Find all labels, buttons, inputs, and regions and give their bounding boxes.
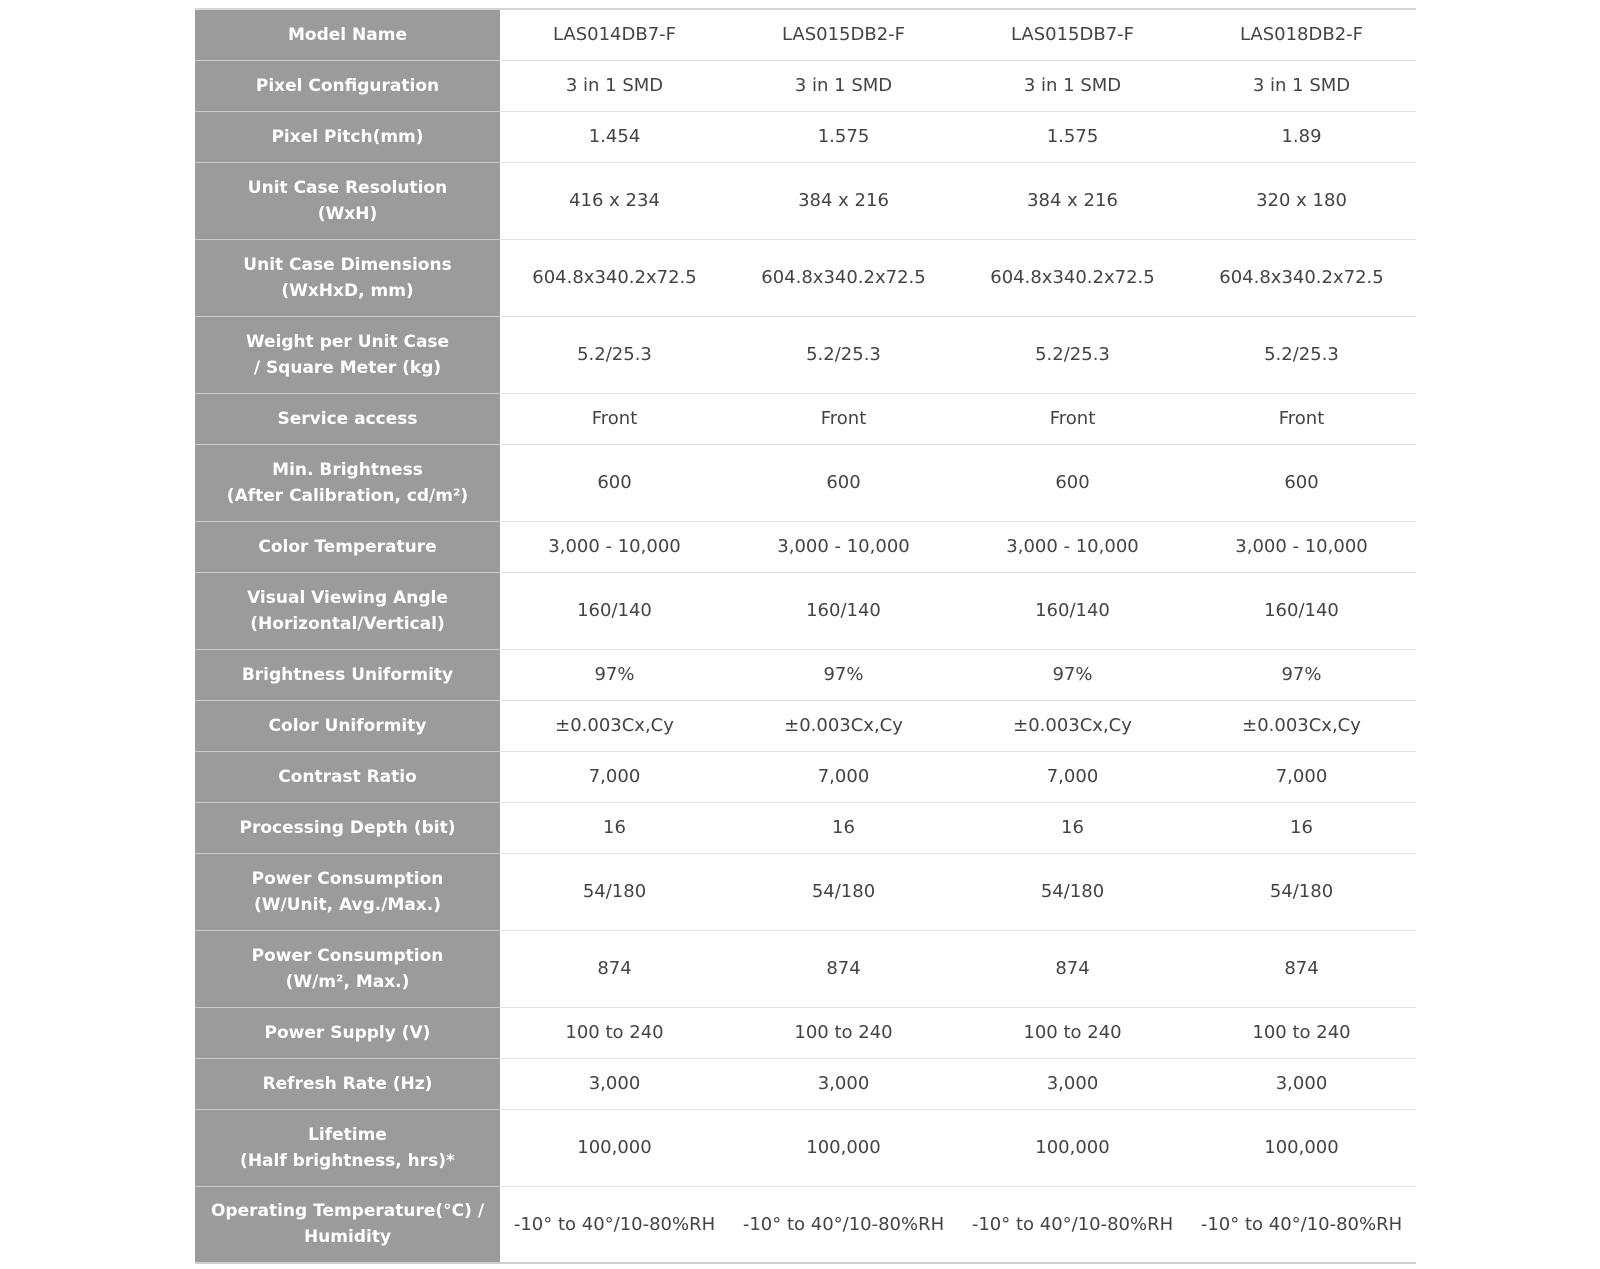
table-cell: ±0.003Cx,Cy	[1187, 700, 1416, 751]
table-cell: -10° to 40°/10-80%RH	[742, 1213, 945, 1235]
row-label: Refresh Rate (Hz)	[195, 1058, 500, 1109]
table-cell: 5.2/25.3	[1187, 316, 1416, 393]
table-cell: ±0.003Cx,Cy	[729, 700, 958, 751]
table-row	[195, 521, 1416, 572]
table-cell: 97%	[1187, 649, 1416, 700]
table-cell: 16	[729, 802, 958, 853]
table-row	[195, 649, 1416, 700]
table-cell: LAS018DB2-F	[1187, 9, 1416, 60]
table-cell: 160/140	[1187, 572, 1416, 649]
table-cell: -10° to 40°/10-80%RH	[513, 1213, 716, 1235]
table-cell: 604.8x340.2x72.5	[729, 239, 958, 316]
table-cell: 7,000	[500, 751, 729, 802]
table-row	[195, 751, 1416, 802]
table-cell: 97%	[729, 649, 958, 700]
table-cell: 160/140	[500, 572, 729, 649]
row-label: Contrast Ratio	[195, 751, 500, 802]
table-cell: 3 in 1 SMD	[729, 60, 958, 111]
table-row	[195, 700, 1416, 751]
table-cell: 3,000 - 10,000	[500, 521, 729, 572]
table-cell: 3 in 1 SMD	[500, 60, 729, 111]
table-row	[195, 853, 1416, 930]
row-label: Lifetime (Half brightness, hrs)*	[195, 1109, 500, 1186]
table-row	[195, 930, 1416, 1007]
row-label: Processing Depth (bit)	[195, 802, 500, 853]
table-cell: 97%	[500, 649, 729, 700]
row-label: Color Temperature	[195, 521, 500, 572]
table-cell: 160/140	[958, 572, 1187, 649]
row-label: Service access	[195, 393, 500, 444]
table-cell: 16	[500, 802, 729, 853]
row-label: Brightness Uniformity	[195, 649, 500, 700]
row-label: Pixel Configuration	[195, 60, 500, 111]
table-cell: ±0.003Cx,Cy	[958, 700, 1187, 751]
table-cell: 7,000	[958, 751, 1187, 802]
table-cell: 874	[958, 930, 1187, 1007]
table-cell: 604.8x340.2x72.5	[958, 239, 1187, 316]
row-label: Operating Temperature(°C) / Humidity	[195, 1186, 500, 1263]
table-row	[195, 1109, 1416, 1186]
table-cell: Front	[1187, 393, 1416, 444]
table-cell: 416 x 234	[500, 162, 729, 239]
table-cell: 7,000	[729, 751, 958, 802]
spec-table	[195, 8, 1416, 1264]
table-cell: 3,000 - 10,000	[729, 521, 958, 572]
table-cell: 1.89	[1187, 111, 1416, 162]
table-row	[195, 393, 1416, 444]
table-row	[195, 572, 1416, 649]
table-cell: 1.454	[500, 111, 729, 162]
table-cell: 3,000 - 10,000	[958, 521, 1187, 572]
table-row	[195, 9, 1416, 60]
table-cell: LAS015DB2-F	[729, 9, 958, 60]
row-label: Power Supply (V)	[195, 1007, 500, 1058]
table-cell: 600	[1187, 444, 1416, 521]
row-label: Visual Viewing Angle (Horizontal/Vertical)	[195, 572, 500, 649]
table-cell: 604.8x340.2x72.5	[500, 239, 729, 316]
row-label: Model Name	[195, 9, 500, 60]
table-cell: 874	[500, 930, 729, 1007]
table-row	[195, 239, 1416, 316]
table-cell: 3,000	[1187, 1058, 1416, 1109]
table-cell: 100 to 240	[1187, 1007, 1416, 1058]
row-label: Color Uniformity	[195, 700, 500, 751]
table-cell: Front	[729, 393, 958, 444]
table-cell: 100 to 240	[958, 1007, 1187, 1058]
table-cell: 100,000	[500, 1109, 729, 1186]
table-cell: LAS015DB7-F	[958, 9, 1187, 60]
table-cell: 5.2/25.3	[958, 316, 1187, 393]
table-cell: 54/180	[500, 853, 729, 930]
row-label: Weight per Unit Case / Square Meter (kg)	[195, 316, 500, 393]
table-cell: 54/180	[958, 853, 1187, 930]
table-row	[195, 802, 1416, 853]
table-cell: 100,000	[958, 1109, 1187, 1186]
table-cell: 604.8x340.2x72.5	[1187, 239, 1416, 316]
table-cell: LAS014DB7-F	[500, 9, 729, 60]
table-cell: 100,000	[729, 1109, 958, 1186]
row-label: Unit Case Resolution (WxH)	[195, 162, 500, 239]
table-cell: 874	[729, 930, 958, 1007]
table-cell: ±0.003Cx,Cy	[500, 700, 729, 751]
table-cell: -10° to 40°/10-80%RH	[971, 1213, 1174, 1235]
table-row	[195, 111, 1416, 162]
table-row	[195, 1007, 1416, 1058]
table-cell: 54/180	[729, 853, 958, 930]
table-row	[195, 1058, 1416, 1109]
table-cell: 600	[958, 444, 1187, 521]
table-cell: 3,000	[958, 1058, 1187, 1109]
table-cell: 100 to 240	[729, 1007, 958, 1058]
table-cell: 7,000	[1187, 751, 1416, 802]
row-label: Pixel Pitch(mm)	[195, 111, 500, 162]
table-cell: 54/180	[1187, 853, 1416, 930]
table-cell: 384 x 216	[729, 162, 958, 239]
table-cell: 3,000 - 10,000	[1187, 521, 1416, 572]
table-cell: 3 in 1 SMD	[1187, 60, 1416, 111]
table-cell: 16	[1187, 802, 1416, 853]
table-cell: 160/140	[729, 572, 958, 649]
table-cell: Front	[958, 393, 1187, 444]
table-cell: 5.2/25.3	[500, 316, 729, 393]
table-cell: 3,000	[729, 1058, 958, 1109]
table-row	[195, 60, 1416, 111]
table-row	[195, 316, 1416, 393]
row-label: Unit Case Dimensions (WxHxD, mm)	[195, 239, 500, 316]
table-cell: 97%	[958, 649, 1187, 700]
row-label: Power Consumption (W/m², Max.)	[195, 930, 500, 1007]
table-cell: 5.2/25.3	[729, 316, 958, 393]
table-cell: -10° to 40°/10-80%RH	[1200, 1213, 1403, 1235]
table-row	[195, 162, 1416, 239]
table-row	[195, 444, 1416, 521]
table-cell: 874	[1187, 930, 1416, 1007]
spec-table-body	[195, 9, 1416, 1263]
table-row	[195, 1186, 1416, 1263]
table-cell: 100,000	[1187, 1109, 1416, 1186]
table-cell: 600	[500, 444, 729, 521]
table-cell: 320 x 180	[1187, 162, 1416, 239]
table-cell: 16	[958, 802, 1187, 853]
table-cell: 600	[729, 444, 958, 521]
table-cell: 100 to 240	[500, 1007, 729, 1058]
table-cell: 384 x 216	[958, 162, 1187, 239]
table-cell: 3,000	[500, 1058, 729, 1109]
row-label: Min. Brightness (After Calibration, cd/m²)	[195, 444, 500, 521]
table-cell: Front	[500, 393, 729, 444]
table-cell: 1.575	[729, 111, 958, 162]
table-cell: 3 in 1 SMD	[958, 60, 1187, 111]
table-cell: 1.575	[958, 111, 1187, 162]
row-label: Power Consumption (W/Unit, Avg./Max.)	[195, 853, 500, 930]
